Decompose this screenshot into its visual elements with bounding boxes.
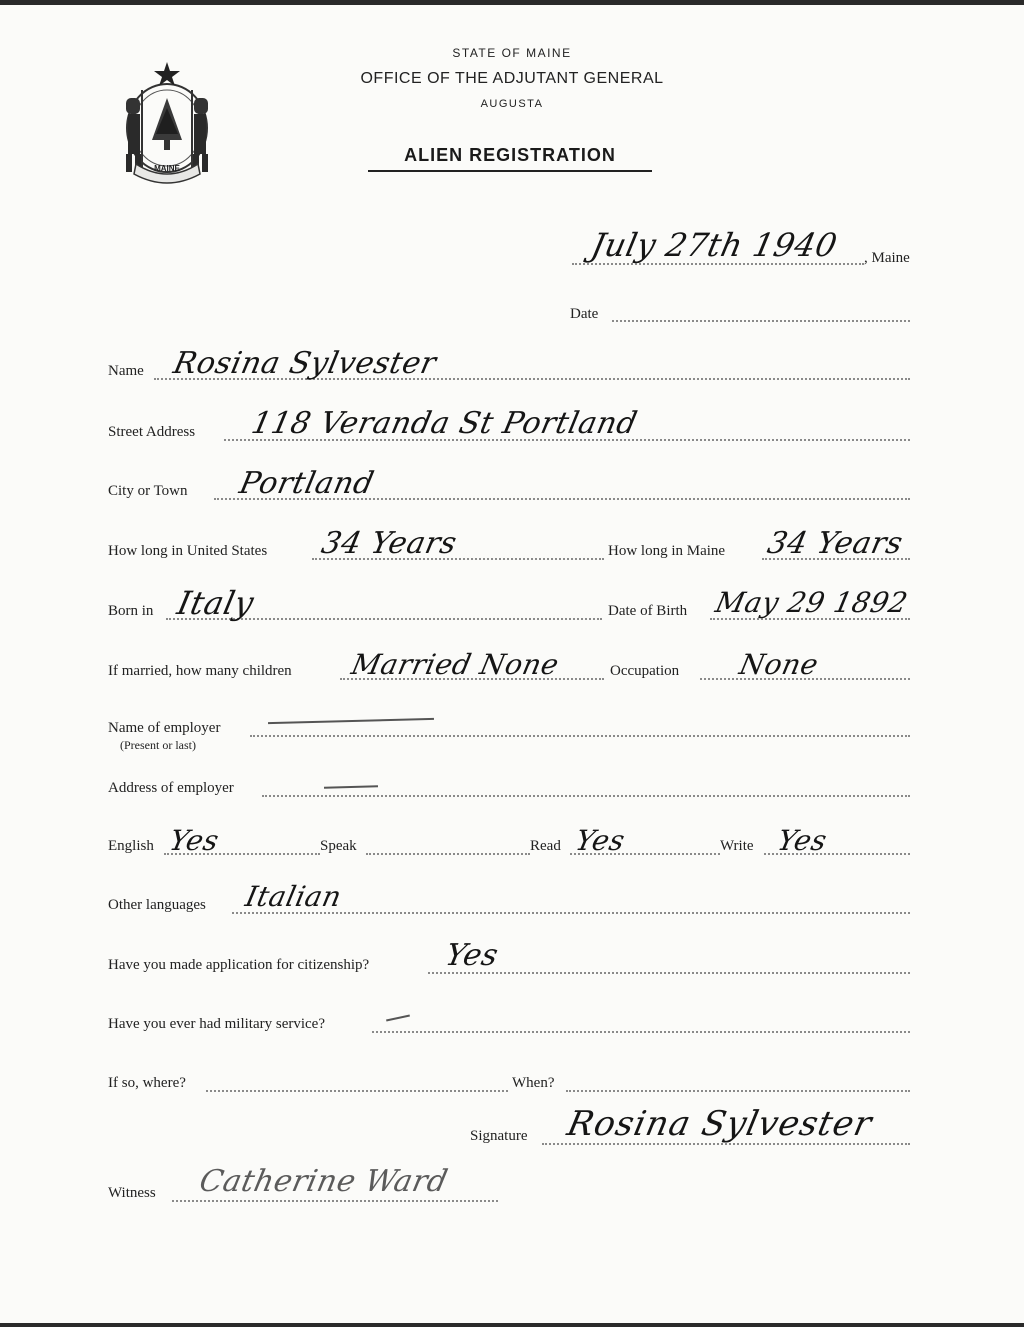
city-value: Portland: [236, 466, 378, 501]
seal-text: MAINE: [154, 164, 180, 173]
city-label: City or Town: [108, 483, 188, 499]
military-label: Have you ever had military service?: [108, 1016, 325, 1032]
employer-name-dash: [268, 718, 434, 724]
date-value: July 27th 1940: [587, 226, 841, 264]
occupation-label: Occupation: [610, 663, 680, 679]
street-address-value: 118 Veranda St Portland: [248, 406, 641, 441]
other-languages-value: Italian: [242, 880, 345, 913]
form-title: ALIEN REGISTRATION: [368, 145, 652, 172]
employer-name-note: (Present or last): [120, 738, 196, 752]
date-line: [612, 320, 910, 322]
citizenship-line: [428, 972, 910, 974]
write-value: Yes: [774, 824, 831, 857]
street-address-label: Street Address: [108, 424, 196, 440]
witness-line: [172, 1200, 498, 1202]
maine-label: , Maine: [864, 250, 910, 266]
children-label: If married, how many children: [108, 663, 292, 679]
witness-value: Catherine Ward: [196, 1164, 451, 1199]
write-label: Write: [720, 838, 754, 854]
born-in-value: Italy: [173, 584, 258, 622]
header-state: STATE OF MAINE: [452, 46, 572, 60]
signature-value: Rosina Sylvester: [563, 1104, 876, 1144]
speak-label: Speak: [320, 838, 357, 854]
other-languages-label: Other languages: [108, 897, 206, 913]
born-in-label: Born in: [108, 603, 154, 619]
employer-name-line: [250, 735, 910, 737]
scan-edge-top: [0, 0, 1024, 5]
employer-address-dash: [324, 785, 378, 788]
military-line: [372, 1031, 910, 1033]
speak-line: [366, 853, 530, 855]
occupation-value: None: [736, 648, 822, 681]
header-office: OFFICE OF THE ADJUTANT GENERAL: [360, 70, 664, 87]
date-label: Date: [570, 306, 599, 322]
if-so-where-label: If so, where?: [108, 1075, 186, 1091]
name-value: Rosina Sylvester: [170, 346, 440, 381]
how-long-us-label: How long in United States: [108, 543, 268, 559]
scan-edge-bottom: [0, 1323, 1024, 1327]
name-label: Name: [108, 363, 144, 379]
english-value: Yes: [166, 824, 223, 857]
date-of-birth-label: Date of Birth: [608, 603, 688, 619]
when-label: When?: [512, 1075, 555, 1091]
how-long-us-value: 34 Years: [318, 526, 461, 561]
date-of-birth-value: May 29 1892: [712, 586, 911, 619]
children-value: Married None: [348, 648, 562, 681]
employer-address-label: Address of employer: [108, 780, 234, 796]
signature-label: Signature: [470, 1128, 528, 1144]
witness-label: Witness: [108, 1185, 156, 1201]
read-value: Yes: [572, 824, 629, 857]
how-long-maine-value: 34 Years: [764, 526, 907, 561]
citizenship-value: Yes: [442, 938, 502, 973]
when-line: [566, 1090, 910, 1092]
read-label: Read: [530, 838, 561, 854]
military-dash: [386, 1015, 410, 1022]
if-so-where-line: [206, 1090, 508, 1092]
how-long-maine-label: How long in Maine: [608, 543, 726, 559]
employer-address-line: [262, 795, 910, 797]
employer-name-label: Name of employer: [108, 720, 221, 736]
citizenship-label: Have you made application for citizenship?: [108, 957, 370, 973]
header-city: AUGUSTA: [480, 98, 544, 110]
english-label: English: [108, 838, 154, 854]
